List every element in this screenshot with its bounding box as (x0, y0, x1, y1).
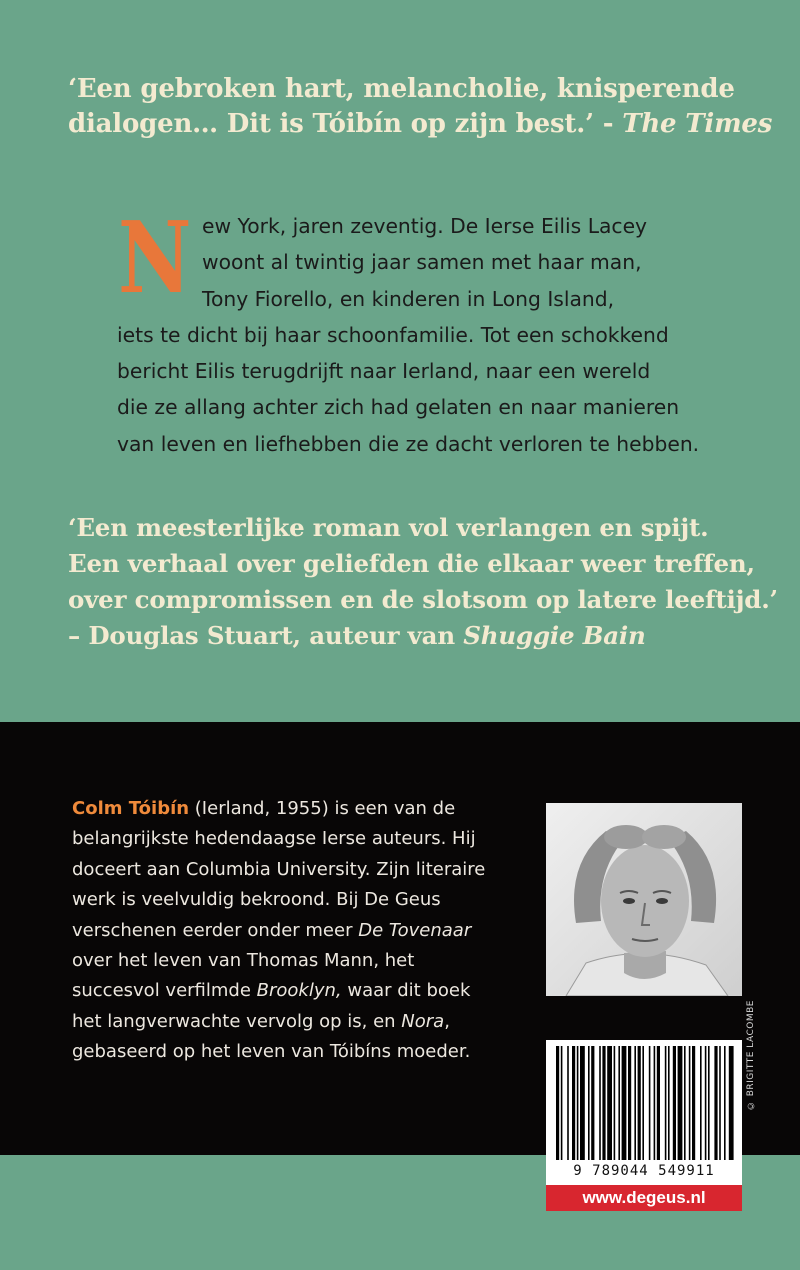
barcode-bar (649, 1046, 651, 1160)
author-name: Colm Tóibín (72, 798, 190, 819)
barcode-bar (719, 1046, 721, 1160)
bio-text: succesvol verfilmde (72, 980, 257, 1002)
barcode-bar (561, 1046, 563, 1160)
barcode-bar (642, 1046, 644, 1160)
barcode-bar (588, 1046, 590, 1160)
bio-text: het langverwachte vervolg op is, en (72, 1010, 402, 1032)
barcode-bar (567, 1046, 569, 1160)
barcode-bar (618, 1046, 620, 1160)
blurb-line: iets te dicht bij haar schoonfamilie. Tot een schokkend (117, 322, 669, 347)
barcode-bar (673, 1046, 676, 1160)
quote-text: dialogen… Dit is Tóibín op zijn best.’ - (68, 109, 623, 139)
barcode-bar (657, 1046, 660, 1160)
quote-attribution (68, 618, 760, 654)
barcode-bar (714, 1046, 717, 1160)
barcode-bar (634, 1046, 636, 1160)
bio-line (72, 976, 542, 1006)
bio-line: over het leven van Thomas Mann, het (72, 950, 415, 972)
blurb-line: woont al twintig jaar samen met haar man, (202, 250, 642, 275)
bio-line (72, 794, 542, 824)
bio-text: (Ierland, 1955) is een van de (189, 798, 456, 819)
review-quote-douglas-stuart (68, 510, 778, 654)
barcode-bar (556, 1046, 559, 1160)
blurb-line: bericht Eilis terugdrijft naar Ierland, naar een wereld (117, 359, 651, 384)
barcode-bar (668, 1046, 670, 1160)
review-quote-times (68, 72, 773, 142)
barcode-bar (654, 1046, 656, 1160)
barcode-bar (622, 1046, 627, 1160)
barcode-bar (724, 1046, 726, 1160)
barcode-bar (628, 1046, 631, 1160)
quote-line: Een verhaal over geliefden die elkaar weer treffen, (68, 549, 755, 578)
barcode-bar (638, 1046, 641, 1160)
attribution-book-title: Shuggie Bain (463, 621, 646, 650)
barcode-bar (577, 1046, 579, 1160)
barcode-bar (591, 1046, 594, 1160)
barcode-bars (546, 1040, 742, 1162)
barcode-bar (692, 1046, 695, 1160)
barcode-bar (684, 1046, 686, 1160)
barcode-bar (689, 1046, 691, 1160)
bio-line: werk is veelvuldig bekroond. Bij De Geus (72, 889, 441, 911)
book-blurb (117, 201, 777, 462)
author-portrait-image (546, 803, 742, 996)
barcode-bar (607, 1046, 612, 1160)
barcode-bar (700, 1046, 702, 1160)
quote-line: ‘Een gebroken hart, melancholie, knisperende (68, 74, 735, 104)
bio-line: belangrijkste hedendaagse Ierse auteurs. Hij (72, 828, 476, 850)
bio-line (72, 1007, 542, 1037)
quote-line (68, 107, 773, 142)
author-bio (72, 794, 542, 1068)
barcode-bar (729, 1046, 734, 1160)
blurb-line: van leven en liefhebben die ze dacht verloren te hebben. (117, 431, 700, 456)
barcode-bar (705, 1046, 707, 1160)
book-title: Nora (401, 1010, 445, 1032)
blurb-line: ew York, jaren zeventig. De Ierse Eilis Lacey (202, 214, 648, 238)
bio-line: gebaseerd op het leven van Tóibíns moeder. (72, 1041, 471, 1063)
bio-text: , (444, 1010, 450, 1032)
author-photo (546, 803, 742, 996)
barcode-bar (614, 1046, 616, 1160)
bio-text: verschenen eerder onder meer (72, 919, 359, 941)
barcode-bar (602, 1046, 605, 1160)
book-title: Brooklyn, (256, 980, 342, 1002)
barcode-bar (708, 1046, 710, 1160)
quote-line: ‘Een meesterlijke roman vol verlangen en spijt. (68, 513, 709, 542)
barcode-bar (678, 1046, 683, 1160)
blurb-line: Tony Fiorello, en kinderen in Long Island, (202, 286, 615, 311)
quote-source: The Times (622, 109, 773, 139)
bio-text: waar dit boek (341, 980, 471, 1002)
publisher-url: www.degeus.nl (546, 1185, 742, 1211)
photo-credit: © BRIGITTE LACOMBE (746, 1000, 756, 1111)
bio-line (72, 916, 542, 946)
quote-line: over compromissen en de slotsom op latere leeftijd.’ (68, 585, 778, 614)
barcode-bar (572, 1046, 575, 1160)
drop-cap-letter: N (118, 201, 192, 316)
attribution-text: – Douglas Stuart, auteur van (68, 621, 464, 650)
isbn-number: 9 789044 549911 (573, 1163, 715, 1179)
barcode-bar (665, 1046, 667, 1160)
blurb-line: die ze allang achter zich had gelaten en naar manieren (117, 395, 680, 420)
barcode-bar (580, 1046, 585, 1160)
book-title: De Tovenaar (358, 919, 472, 941)
barcode-bar (599, 1046, 601, 1160)
bio-line: doceert aan Columbia University. Zijn literaire (72, 858, 486, 880)
